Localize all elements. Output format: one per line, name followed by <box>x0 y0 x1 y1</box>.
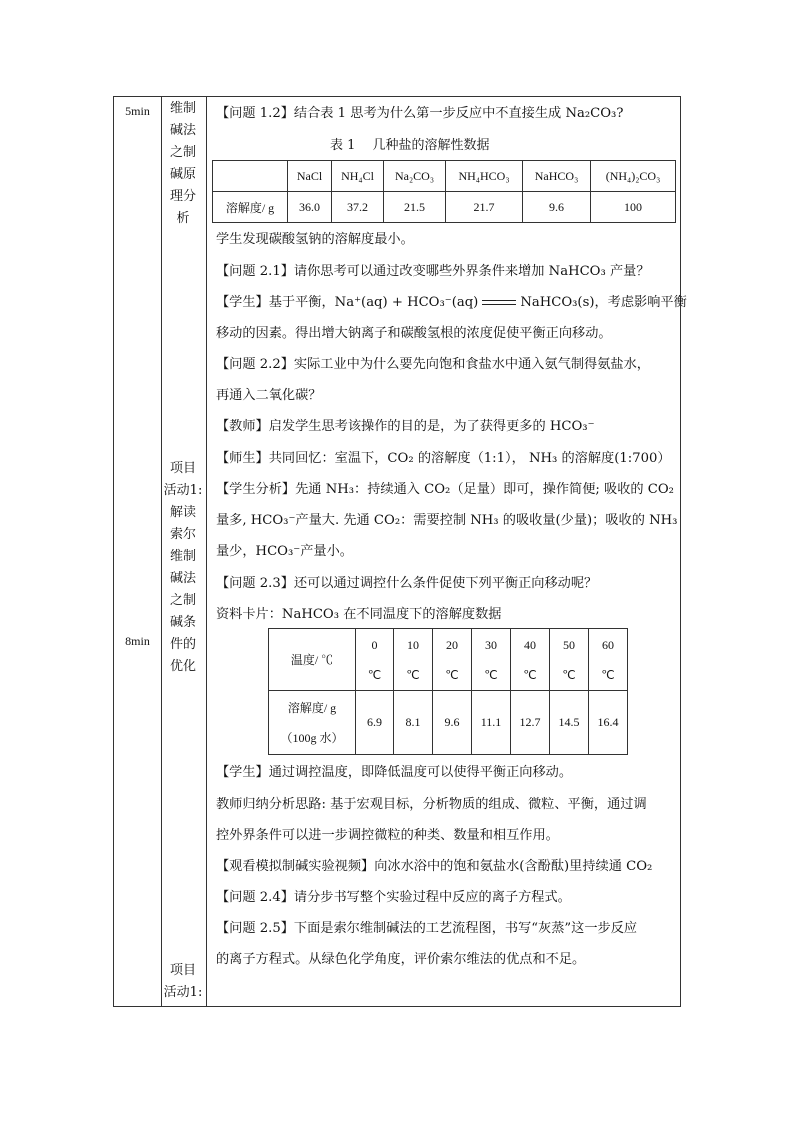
table-cell: 12.7 <box>511 691 550 755</box>
table-cell: 36.0 <box>288 192 332 223</box>
text-line: 的离子方程式。从绿色化学角度，评价索尔维法的优点和不足。 <box>216 952 586 967</box>
question-2-3: 【问题 2.3】还可以通过调控什么条件促使下列平衡正向移动呢？ <box>216 576 598 591</box>
table-cell: 100 <box>591 192 676 223</box>
table-cell: 20 ℃ <box>433 629 472 691</box>
solubility-table <box>212 160 676 223</box>
table1-caption: 表 1 几种盐的溶解性数据 <box>330 138 490 153</box>
activity-text: 优化 <box>169 659 196 674</box>
table-cell: NH₄HCO₃ <box>446 161 523 192</box>
activity-text: 之制 <box>169 145 196 160</box>
table-cell: 溶解度/ g <box>213 192 288 223</box>
activity-cell-2 <box>162 458 204 678</box>
activity-cell-3 <box>162 960 204 1004</box>
recall-line: 【师生】共同回忆：室温下，CO₂ 的溶解度（1:1）， NH₃ 的溶解度(1:700） <box>216 451 671 466</box>
table-cell: 温度/ ℃ <box>269 629 356 691</box>
table-row <box>213 161 676 192</box>
activity-text: 碱法 <box>169 571 196 586</box>
text-line: 移动的因素。得出增大钠离子和碳酸氢根的浓度促使平衡正向移动。 <box>216 326 612 341</box>
equilibrium-arrow-icon <box>482 298 516 308</box>
activity-text: 件的 <box>169 637 196 652</box>
activity-text: 理分 <box>169 189 196 204</box>
table-cell: 11.1 <box>472 691 511 755</box>
analysis-line: 量少，HCO₃⁻产量小。 <box>216 544 353 559</box>
student-line: 【学生】通过调控温度，即降低温度可以使得平衡正向移动。 <box>216 765 573 780</box>
table-cell: 9.6 <box>433 691 472 755</box>
table-cell: 16.4 <box>589 691 628 755</box>
question-2-4: 【问题 2.4】请分步书写整个实验过程中反应的离子方程式。 <box>216 890 571 905</box>
activity-cell-1 <box>162 98 204 230</box>
table-cell: 40 ℃ <box>511 629 550 691</box>
analysis-line: 【学生分析】先通 NH₃：持续通入 CO₂（足量）即可，操作简便; 吸收的 CO₂ <box>216 482 674 497</box>
question-2-2: 【问题 2.2】实际工业中为什么要先向饱和食盐水中通入氨气制得氨盐水， <box>216 357 650 372</box>
time-5min: 5min <box>125 104 150 118</box>
table-cell <box>213 161 288 192</box>
column-divider-2 <box>206 96 207 1007</box>
activity-text: 活动1: <box>163 483 203 498</box>
table-cell: 21.5 <box>384 192 446 223</box>
data-card-title: 资料卡片：NaHCO₃ 在不同温度下的溶解度数据 <box>216 607 502 622</box>
activity-text: 索尔 <box>169 527 196 542</box>
activity-text: 碱法 <box>169 123 196 138</box>
equation-right: NaHCO₃(s)，考虑影响平衡 <box>520 295 687 310</box>
table-cell: 8.1 <box>394 691 433 755</box>
table-row <box>213 192 676 223</box>
table-cell: (NH₄)₂CO₃ <box>591 161 676 192</box>
table-cell: 50 ℃ <box>550 629 589 691</box>
table-cell: NaHCO₃ <box>523 161 591 192</box>
table-cell: NH₄Cl <box>332 161 384 192</box>
teacher-summary-line: 教师归纳分析思路: 基于宏观目标，分析物质的组成、微粒、平衡，通过调 <box>216 797 647 812</box>
question-1-2: 【问题 1.2】结合表 1 思考为什么第一步反应中不直接生成 Na₂CO₃? <box>216 106 624 121</box>
table-cell: 10 ℃ <box>394 629 433 691</box>
table-cell: 0 ℃ <box>356 629 394 691</box>
equation-left: 【学生】基于平衡，Na⁺(aq) + HCO₃⁻(aq) <box>216 295 479 310</box>
table-cell: 60 ℃ <box>589 629 628 691</box>
activity-text: 活动1: <box>163 985 203 1000</box>
time-8min: 8min <box>125 634 150 648</box>
student-equation-line <box>216 293 687 313</box>
activity-text: 析 <box>176 211 190 226</box>
temperature-solubility-table <box>268 628 628 755</box>
question-2-1: 【问题 2.1】请你思考可以通过改变哪些外界条件来增加 NaHCO₃ 产量？ <box>216 264 650 279</box>
activity-text: 项目 <box>169 461 196 476</box>
activity-text: 维制 <box>169 549 196 564</box>
activity-text: 之制 <box>169 593 196 608</box>
table-row <box>269 691 628 755</box>
table-cell: 溶解度/ g （100g 水） <box>269 691 356 755</box>
text-line: 再通入二氧化碳？ <box>216 388 322 403</box>
table-cell: Na₂CO₃ <box>384 161 446 192</box>
analysis-line: 量多, HCO₃⁻产量大. 先通 CO₂：需要控制 NH₃ 的吸收量(少量)；吸收的 NH₃ <box>216 513 678 528</box>
activity-text: 维制 <box>169 101 196 116</box>
table-row <box>269 629 628 691</box>
teacher-summary-line: 控外界条件可以进一步调控微粒的种类、数量和相互作用。 <box>216 828 559 843</box>
table-cell: 6.9 <box>356 691 394 755</box>
text-line: 学生发现碳酸氢钠的溶解度最小。 <box>216 232 414 247</box>
table-cell: 14.5 <box>550 691 589 755</box>
table-cell: 21.7 <box>446 192 523 223</box>
table-cell: 37.2 <box>332 192 384 223</box>
question-2-5: 【问题 2.5】下面是索尔维制碱法的工艺流程图，书写“灰蒸”这一步反应 <box>216 921 638 936</box>
activity-text: 项目 <box>169 963 196 978</box>
activity-text: 碱原 <box>169 167 196 182</box>
table-cell: 9.6 <box>523 192 591 223</box>
teacher-line: 【教师】启发学生思考该操作的目的是，为了获得更多的 HCO₃⁻ <box>216 419 595 434</box>
table-cell: 30 ℃ <box>472 629 511 691</box>
table-cell: NaCl <box>288 161 332 192</box>
video-line: 【观看模拟制碱实验视频】向冰水浴中的饱和氨盐水(含酚酞)里持续通 CO₂ <box>216 859 653 874</box>
activity-text: 解读 <box>169 505 196 520</box>
activity-text: 碱条 <box>169 615 196 630</box>
